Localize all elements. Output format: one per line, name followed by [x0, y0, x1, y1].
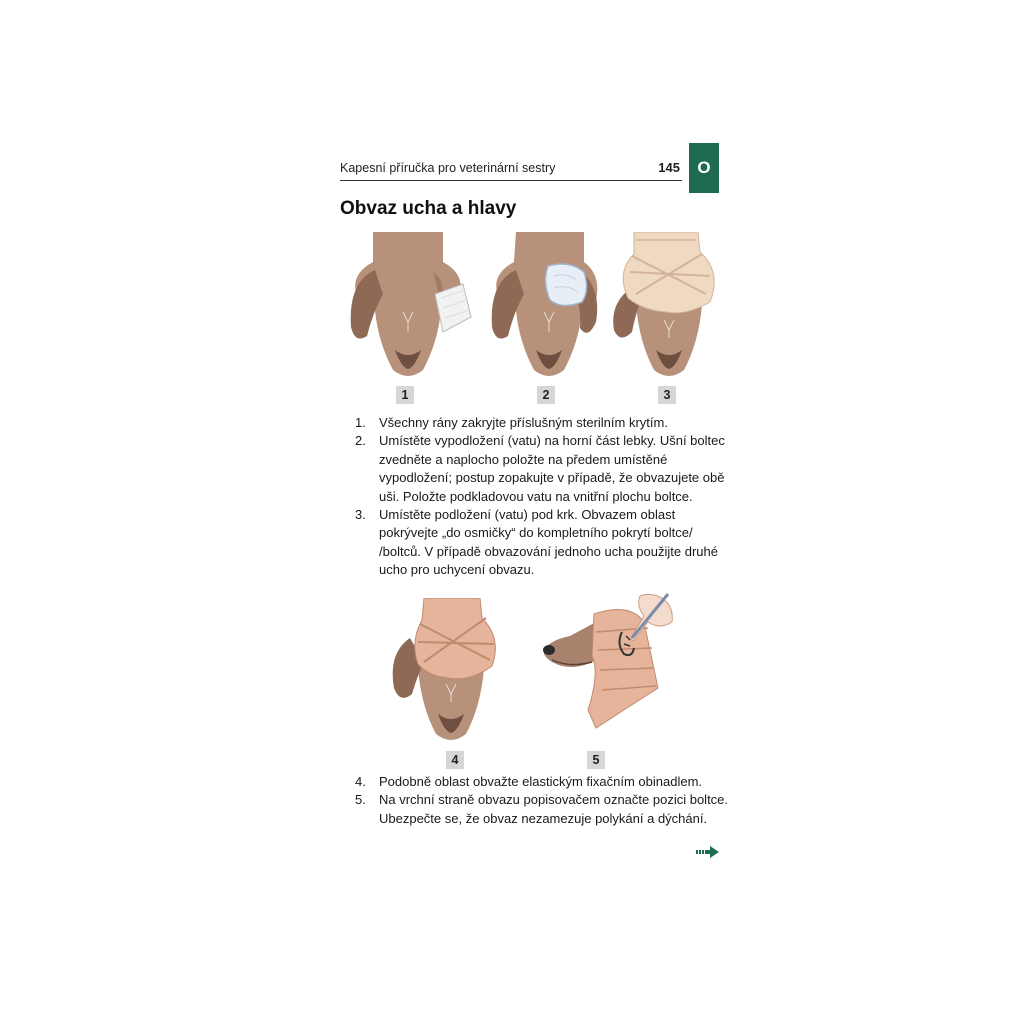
- figure-3-dog-head-bandaged: [606, 232, 724, 382]
- figure-1-label: 1: [396, 386, 414, 404]
- list-item: [355, 506, 735, 580]
- section-tab[interactable]: O: [689, 143, 719, 193]
- figure-5-dog-side-marking: [540, 592, 680, 732]
- page-title: Obvaz ucha a hlavy: [340, 198, 517, 219]
- figure-4-dog-head-elastic-bandage: [384, 598, 502, 746]
- figure-4-label: 4: [446, 751, 464, 769]
- step-number: 5.: [355, 792, 366, 808]
- figure-5-label: 5: [587, 751, 605, 769]
- step-text: Umístěte podložení (vatu) pod krk. Obvazem oblast pokrývejte „do osmičky“ do kompletního pokrytí boltce/ /boltců. V případě obvazování jednoho ucha použijte druhé ucho pro uchycení obvazu.: [379, 507, 718, 578]
- steps-list-a: [355, 414, 735, 580]
- step-number: 2.: [355, 433, 366, 449]
- step-number: 3.: [355, 507, 366, 523]
- figure-2-dog-head: [486, 232, 606, 382]
- figure-1-dog-head: [343, 232, 473, 382]
- step-text: Podobně oblast obvažte elastickým fixačním obinadlem.: [379, 774, 703, 789]
- step-text: Na vrchní straně obvazu popisovačem označte pozici boltce. Ubezpečte se, že obvaz nezamezuje polykání a dýchání.: [379, 792, 729, 826]
- running-head: [340, 160, 682, 181]
- figure-2-label: 2: [537, 386, 555, 404]
- steps-list-b: [355, 773, 735, 828]
- list-item: [355, 773, 735, 791]
- list-item: [355, 414, 735, 432]
- page-number: 145: [658, 160, 680, 175]
- step-text: Všechny rány zakryjte příslušným sterilním krytím.: [379, 415, 668, 430]
- list-item: [355, 432, 735, 506]
- step-number: 1.: [355, 415, 366, 430]
- figure-3-label: 3: [658, 386, 676, 404]
- arrow-right-icon[interactable]: [696, 845, 720, 859]
- step-number: 4.: [355, 774, 366, 789]
- running-title: Kapesní příručka pro veterinární sestry: [340, 161, 556, 175]
- list-item: [355, 791, 735, 828]
- step-text: Umístěte vypodložení (vatu) na horní část lebky. Ušní boltec zvedněte a naplocho položte na předem umístěné vypodložení; postup zopakujte v případě, že obvazujete obě uši. Položte podkladovou vatu na vnitřní plochu boltce.: [379, 433, 725, 504]
